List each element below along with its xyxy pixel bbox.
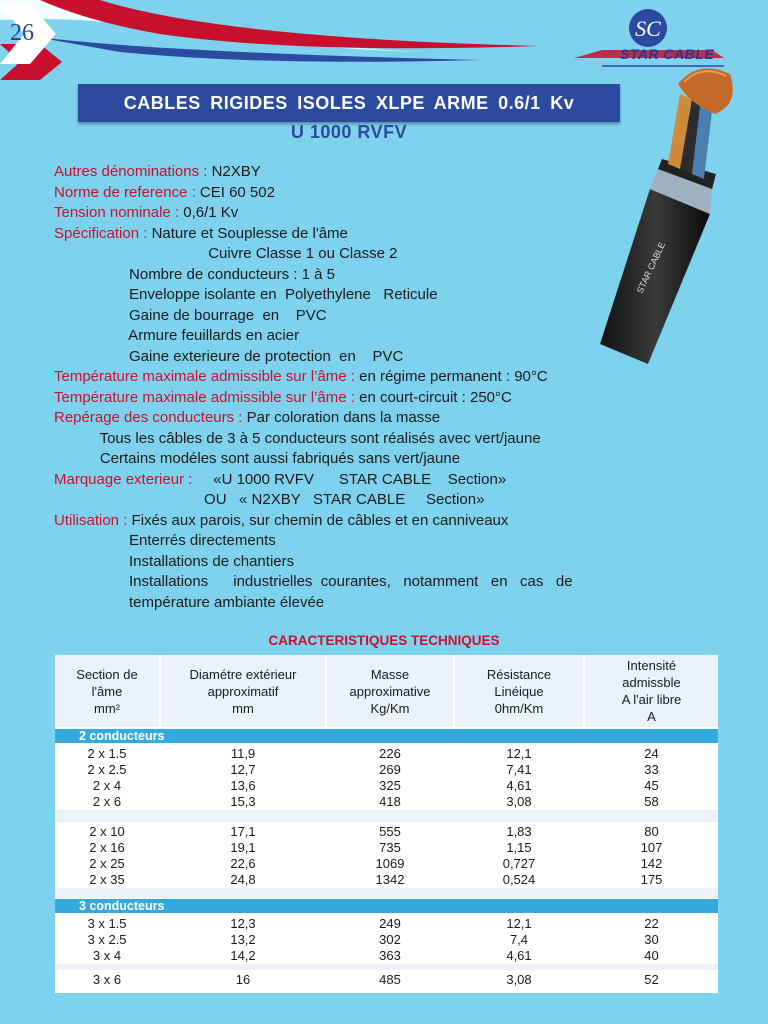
table-cell: 1069 [375, 856, 405, 871]
spec-label: Marquage exterieur : [54, 470, 214, 488]
group-header: 2 conducteurs [55, 729, 718, 743]
spec-value: Enveloppe isolante en Polyethylene Reticule [54, 286, 438, 303]
table-row [55, 840, 718, 856]
logo-letters: SC [635, 16, 661, 41]
table-cell: 17,1 [230, 824, 256, 839]
table-cell: 16 [235, 972, 251, 987]
table-cell: 0,524 [502, 872, 536, 887]
table-cell: 363 [379, 948, 401, 963]
spec-row [54, 368, 573, 389]
spec-value: Enterrés directements [54, 532, 276, 549]
table-cell: 107 [640, 840, 663, 855]
spec-value: N2XBY [211, 163, 261, 180]
table-cell: 2 x 25 [89, 856, 125, 871]
table-cell: 19,1 [230, 840, 256, 855]
table-cell: 22 [644, 916, 659, 931]
table-cell: 3 x 6 [92, 972, 122, 987]
table-cell: 58 [644, 794, 659, 809]
title-bar [78, 84, 620, 122]
table-cell: 4,61 [506, 948, 532, 963]
cable-illustration [580, 64, 768, 364]
spec-value: en court-circuit : 250°C [359, 388, 512, 406]
table-title: CARACTERISTIQUES TECHNIQUES [268, 633, 500, 648]
spec-value: Cuivre Classe 1 ou Classe 2 [54, 245, 398, 262]
spec-row [54, 553, 573, 574]
table-cell: 2 x 16 [89, 840, 125, 855]
header-mass: Masse approximative Kg/Km [327, 655, 453, 727]
spec-row [54, 348, 573, 369]
spec-value: Gaine exterieure de protection en PVC [54, 347, 404, 365]
table-cell: 0,727 [502, 856, 536, 871]
table-header [55, 655, 718, 727]
spec-value: CEI 60 502 [199, 183, 275, 201]
table-row [55, 972, 718, 988]
table-cell: 485 [379, 972, 401, 987]
spec-label: Spécification : [54, 224, 152, 242]
group-header: 3 conducteurs [55, 899, 718, 913]
header-resistance: Résistance Linéique 0hm/Km [455, 655, 583, 727]
table-cell: 142 [640, 856, 663, 871]
table-cell: 325 [379, 778, 401, 793]
spec-row [54, 286, 573, 307]
spec-value: Nombre de conducteurs : 1 à 5 [54, 265, 335, 283]
table-cell: 3,08 [506, 794, 532, 809]
table-cell: 3,08 [506, 972, 532, 987]
table-cell: 33 [644, 762, 659, 777]
header-swoosh [0, 0, 560, 80]
table-cell: 13,6 [230, 778, 256, 793]
spec-value: Fixés aux parois, sur chemin de câbles et en canniveaux [131, 511, 509, 529]
spec-value: température ambiante élevée [54, 593, 325, 611]
table-cell: 2 x 1.5 [87, 746, 127, 761]
spec-label: Autres dénominations : [54, 163, 212, 180]
header-diameter: Diamétre extérieur approximatif mm [161, 655, 325, 727]
spec-value: Nature et Souplesse de l'âme [151, 224, 348, 242]
row-separator [55, 810, 718, 822]
spec-value: en régime permanent : 90°C [359, 368, 548, 385]
spec-value: «U 1000 RVFV STAR CABLE Section» [213, 470, 507, 488]
table-cell: 1,83 [506, 824, 532, 839]
spec-value: 0,6/1 Kv [183, 204, 239, 221]
page-title: CABLES RIGIDES ISOLES XLPE ARME 0.6/1 Kv [123, 93, 575, 113]
table-cell: 15,3 [230, 794, 256, 809]
spec-row [54, 245, 573, 266]
row-separator [55, 964, 718, 970]
table-cell: 2 x 35 [89, 872, 125, 887]
spec-value: OU « N2XBY STAR CABLE Section» [54, 491, 485, 508]
table-row [55, 872, 718, 888]
table-cell: 30 [644, 932, 659, 947]
table-cell: 3 x 2.5 [87, 932, 127, 947]
table-cell: 555 [379, 824, 401, 839]
spec-label: Tension nominale : [54, 204, 184, 221]
specifications [54, 163, 573, 614]
spec-label: Température maximale admissible sur l’âme : [54, 388, 360, 406]
spec-value: Certains modéles sont aussi fabriqués sans vert/jaune [54, 450, 461, 467]
spec-row [54, 471, 573, 492]
table-cell: 226 [379, 746, 401, 761]
page-number: 26 [10, 20, 34, 46]
table-cell: 3 x 1.5 [87, 916, 127, 931]
spec-label: Température maximale admissible sur l’âme : [54, 368, 360, 385]
spec-row [54, 184, 573, 205]
table-cell: 14,2 [230, 948, 256, 963]
spec-label: Norme de reference : [54, 183, 200, 201]
spec-value: Tous les câbles de 3 à 5 conducteurs sont réalisés avec vert/jaune [54, 429, 541, 447]
table-cell: 12,3 [230, 916, 256, 931]
table-row [55, 824, 718, 840]
svg-text:STAR CABLE: STAR CABLE [634, 240, 668, 295]
table-cell: 7,4 [509, 932, 529, 947]
table-row [55, 778, 718, 794]
table-row [55, 948, 718, 964]
table-cell: 3 x 4 [92, 948, 122, 963]
spec-value: Gaine de bourrage en PVC [54, 306, 327, 324]
table-row [55, 762, 718, 778]
table-cell: 13,2 [230, 932, 256, 947]
table-cell: 80 [644, 824, 659, 839]
table-cell: 249 [379, 916, 401, 931]
table-cell: 302 [379, 932, 401, 947]
table-cell: 269 [379, 762, 401, 777]
spec-row [54, 512, 573, 533]
spec-row [54, 450, 573, 471]
spec-row [54, 204, 573, 225]
row-separator [55, 888, 718, 898]
table-cell: 1342 [375, 872, 405, 887]
spec-row [54, 532, 573, 553]
table-cell: 22,6 [230, 856, 256, 871]
table-cell: 4,61 [506, 778, 532, 793]
spec-label: Repérage des conducteurs : [54, 409, 247, 426]
header-section: Section de l'âme mm² [55, 655, 159, 727]
spec-row [54, 409, 573, 430]
spec-row [54, 266, 573, 287]
spec-row [54, 491, 573, 512]
table-cell: 175 [640, 872, 663, 887]
table-cell: 2 x 10 [89, 824, 125, 839]
spec-row [54, 594, 573, 615]
technical-table [55, 655, 718, 993]
spec-value: Installations de chantiers [54, 552, 295, 570]
table-cell: 11,9 [230, 746, 256, 761]
spec-row [54, 163, 573, 184]
table-cell: 7,41 [506, 762, 532, 777]
table-cell: 1,15 [506, 840, 532, 855]
brand-name: STAR CABLE [620, 46, 715, 62]
spec-value: Installations industrielles courantes, notamment en cas de [54, 573, 573, 590]
table-cell: 418 [379, 794, 401, 809]
header-intensity: Intensité admissble A l'air libre A [585, 655, 718, 727]
table-cell: 12,7 [230, 762, 256, 777]
table-cell: 24 [644, 746, 659, 761]
table-cell: 12,1 [506, 746, 532, 761]
table-cell: 735 [379, 840, 401, 855]
table-row [55, 856, 718, 872]
table-row [55, 746, 718, 762]
table-row [55, 932, 718, 948]
spec-label: Utilisation : [54, 511, 132, 529]
spec-row [54, 573, 573, 594]
table-cell: 2 x 4 [92, 778, 122, 793]
table-cell: 2 x 2.5 [87, 762, 127, 777]
table-row [55, 916, 718, 932]
spec-row [54, 307, 573, 328]
spec-value: Armure feuillards en acier [54, 327, 300, 344]
spec-row [54, 225, 573, 246]
spec-value: Par coloration dans la masse [246, 409, 441, 426]
table-cell: 2 x 6 [92, 794, 122, 809]
table-cell: 45 [644, 778, 659, 793]
table-cell: 24,8 [230, 872, 256, 887]
table-cell: 52 [644, 972, 659, 987]
table-row [55, 794, 718, 810]
page-subtitle: U 1000 RVFV [290, 122, 408, 142]
table-cell: 12,1 [506, 916, 532, 931]
spec-row [54, 389, 573, 410]
table-cell: 40 [644, 948, 659, 963]
spec-row [54, 327, 573, 348]
spec-row [54, 430, 573, 451]
